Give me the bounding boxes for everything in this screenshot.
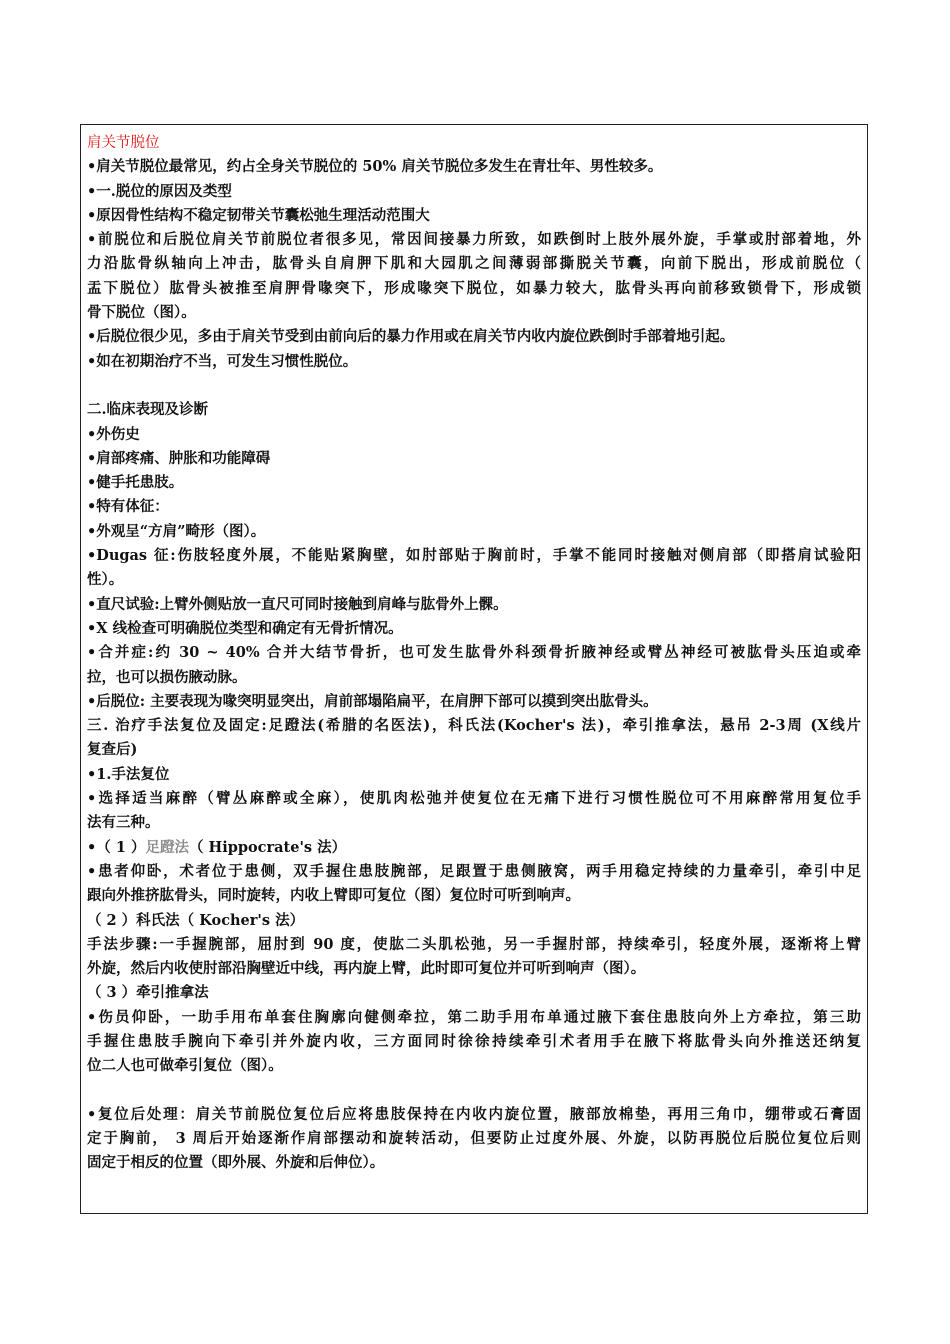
text-line: •患者仰卧，术者位于患侧，双手握住患肢腕部，足跟置于患侧腋窝，两手用稳定持续的力量牵引，牵引中足	[87, 862, 861, 880]
text-line: •X 线检查可明确脱位类型和确定有无骨折情况。	[87, 619, 403, 637]
text-segment: •（ 1 ）	[87, 838, 146, 856]
text-line: 位二人也可做牵引复位（图）。	[87, 1057, 283, 1075]
text-line: •肩部疼痛、肿胀和功能障碍	[87, 449, 271, 467]
text-line: •后脱位: 主要表现为喙突明显突出，肩前部塌陷扁平，在肩胛下部可以摸到突出肱骨头。	[87, 692, 658, 710]
text-line: •直尺试验:上臂外侧贴放一直尺可同时接触到肩峰与肱骨外上髁。	[87, 595, 508, 613]
text-line: •前脱位和后脱位肩关节前脱位者很多见，常因间接暴力所致，如跌倒时上肢外展外旋，手掌或肘部着地，外	[87, 231, 861, 249]
blank-line	[87, 1079, 861, 1103]
blank-line	[87, 374, 861, 398]
text-line: •如在初期治疗不当，可发生习惯性脱位。	[87, 352, 358, 370]
text-line	[87, 836, 861, 860]
method-name-highlight: 足蹬法	[145, 838, 189, 856]
text-line: （ 3 ）牵引推拿法	[87, 984, 209, 1002]
document-frame	[80, 124, 868, 1214]
text-line: •原因骨性结构不稳定韧带关节囊松弛生理活动范围大	[87, 206, 430, 224]
text-line: •复位后处理：肩关节前脱位复位后应将患肢保持在内收内旋位置，腋部放棉垫，再用三角巾，绷带或石膏固	[87, 1105, 861, 1123]
text-segment: （ Hippocrate's 法）	[188, 838, 347, 856]
text-line: 复查后)	[87, 741, 138, 759]
text-line: •1.手法复位	[87, 765, 170, 783]
text-line: •合并症:约 30 ~ 40% 合并大结节骨折，也可发生肱骨外科颈骨折腋神经或臂丛神经可被肱骨头压迫或牵	[87, 644, 861, 662]
text-line: 三. 治疗手法复位及固定:足蹬法(希腊的名医法)，科氏法(Kocher's 法)，牵引推拿法，悬吊 2-3周 (X线片	[87, 717, 861, 735]
text-line: 外旋，然后内收使肘部沿胸壁近中线，再内旋上臂，此时即可复位并可听到响声（图）。	[87, 960, 646, 978]
text-line: •外观呈“方肩”畸形（图）。	[87, 522, 266, 540]
text-line: 定于胸前， 3 周后开始逐渐作肩部摆动和旋转活动，但要防止过度外展、外旋，以防再脱位后脱位复位后则	[87, 1130, 861, 1148]
text-line: •伤员仰卧，一助手用布单套住胸廓向健侧牵拉，第二助手用布单通过腋下套住患肢向外上方牵拉，第三助	[87, 1008, 861, 1026]
text-line: （ 2 ）科氏法（ Kocher's 法）	[87, 911, 305, 929]
text-line: •外伤史	[87, 425, 140, 443]
text-line: •Dugas 征:伤肢轻度外展，不能贴紧胸壁，如肘部贴于胸前时，手掌不能同时接触对侧肩部（即搭肩试验阳	[87, 547, 861, 565]
text-line: 法有三种。	[87, 814, 160, 832]
page-title: 肩关节脱位	[87, 135, 160, 151]
text-line: •特有体征：	[87, 498, 169, 516]
text-line: 性）。	[87, 571, 124, 589]
text-line: •一.脱位的原因及类型	[87, 182, 232, 200]
text-line: 固定于相反的位置（即外展、外旋和后伸位）。	[87, 1154, 385, 1172]
text-line: 手法步骤:一手握腕部，屈肘到 90 度，使肱二头肌松弛，另一手握肘部，持续牵引，轻度外展，逐渐将上臂	[87, 935, 861, 953]
text-line: 盂下脱位）肱骨头被推至肩胛骨喙突下，形成喙突下脱位，如暴力较大，肱骨头再向前移致锁骨下，形成锁	[87, 279, 861, 297]
text-line: 力沿肱骨纵轴向上冲击，肱骨头自肩胛下肌和大园肌之间薄弱部撕脱关节囊，向前下脱出，形成前脱位（	[87, 255, 861, 273]
document-body	[87, 131, 861, 1176]
text-line: 骨下脱位（图）。	[87, 304, 196, 322]
text-line: •选择适当麻醉（臂丛麻醉或全麻），使肌肉松弛并使复位在无痛下进行习惯性脱位可不用麻醉常用复位手	[87, 790, 861, 808]
text-line: •肩关节脱位最常见，约占全身关节脱位的 50% 肩关节脱位多发生在青壮年、男性较多。	[87, 158, 663, 176]
text-line: 二.临床表现及诊断	[87, 401, 209, 419]
text-line: 跟向外推挤肱骨头，同时旋转，内收上臂即可复位（图）复位时可听到响声。	[87, 887, 580, 905]
text-line: •健手托患肢。	[87, 474, 184, 492]
text-line: •后脱位很少见，多由于肩关节受到由前向后的暴力作用或在肩关节内收内旋位跌倒时手部着地引起。	[87, 328, 735, 346]
text-line: 手握住患肢手腕向下牵引并外旋内收，三方面同时徐徐持续牵引术者用手在腋下将肱骨头向外推送还纳复	[87, 1032, 861, 1050]
text-line: 拉，也可以损伤腋动脉。	[87, 668, 247, 686]
